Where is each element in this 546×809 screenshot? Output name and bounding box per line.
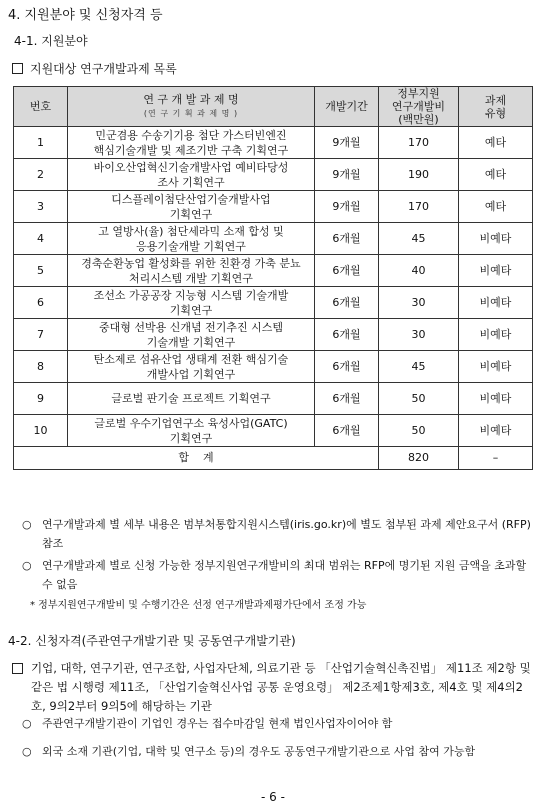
footnote: * 정부지원연구개발비 및 수행기간은 선정 연구개발과제평가단에서 조정 가능 bbox=[30, 600, 367, 611]
eligibility-bullet-1 bbox=[22, 715, 392, 731]
cell-type: 비예타 bbox=[459, 351, 533, 383]
cell-no: 4 bbox=[14, 223, 68, 255]
page-number: - 6 - bbox=[261, 790, 285, 804]
note-item bbox=[22, 556, 538, 594]
cell-type: 비예타 bbox=[459, 319, 533, 351]
cell-no: 10 bbox=[14, 415, 68, 447]
eligibility-paragraph bbox=[12, 659, 536, 716]
cell-name: 탄소제로 섬유산업 생태계 전환 핵심기술 개발사업 기획연구 bbox=[68, 351, 315, 383]
cell-budget: 45 bbox=[379, 351, 459, 383]
cell-no: 7 bbox=[14, 319, 68, 351]
table-row bbox=[14, 351, 533, 383]
eligibility-bullet-2 bbox=[22, 743, 475, 759]
note-item bbox=[22, 515, 538, 553]
cell-budget: 50 bbox=[379, 383, 459, 415]
cell-name: 경축순환농업 활성화를 위한 친환경 가축 분뇨 처리시스템 개발 기획연구 bbox=[68, 255, 315, 287]
square-bullet-icon bbox=[12, 663, 23, 674]
table-row bbox=[14, 255, 533, 287]
square-bullet-icon bbox=[12, 63, 23, 74]
circle-bullet-icon: ○ bbox=[22, 559, 32, 572]
eligibility-text: 기업, 대학, 연구기관, 연구조합, 사업자단체, 의료기관 등 「산업기술혁신촉진법」 제11조 제2항 및 같은 법 시행령 제11조, 「산업기술혁신사업 공통 운영요령」 제2조제1항제3호, 제4호 및 제4의2호, 9의2부터 9의5에 해당하는 기관 bbox=[31, 661, 531, 713]
circle-bullet-icon: ○ bbox=[22, 745, 32, 758]
section-title: 4. 지원분야 및 신청자격 등 bbox=[8, 8, 163, 23]
cell-type: 비예타 bbox=[459, 223, 533, 255]
list-heading-text: 지원대상 연구개발과제 목록 bbox=[30, 62, 177, 76]
total-type: – bbox=[459, 447, 533, 470]
cell-budget: 30 bbox=[379, 287, 459, 319]
cell-no: 3 bbox=[14, 191, 68, 223]
table-row bbox=[14, 383, 533, 415]
cell-no: 9 bbox=[14, 383, 68, 415]
table-row bbox=[14, 159, 533, 191]
cell-name: 중대형 선박용 신개념 전기추진 시스템 기술개발 기획연구 bbox=[68, 319, 315, 351]
subsection-title: 4-1. 지원분야 bbox=[14, 34, 88, 48]
cell-type: 비예타 bbox=[459, 287, 533, 319]
notes bbox=[22, 515, 538, 615]
cell-name: 글로벌 판기술 프로젝트 기획연구 bbox=[68, 383, 315, 415]
note-text: 연구개발과제 별로 신청 가능한 정부지원연구개발비의 최대 범위는 RFP에 명기된 지원 금액을 초과할 수 없음 bbox=[42, 559, 527, 591]
cell-budget: 40 bbox=[379, 255, 459, 287]
table-row bbox=[14, 127, 533, 159]
header-budget: 정부지원 연구개발비 (백만원) bbox=[379, 87, 459, 127]
header-name-sub: (연 구 기 획 과 제 명 ) bbox=[143, 108, 239, 118]
cell-no: 1 bbox=[14, 127, 68, 159]
cell-period: 6개월 bbox=[315, 223, 379, 255]
cell-period: 6개월 bbox=[315, 383, 379, 415]
header-name-main: 연 구 개 발 과 제 명 bbox=[143, 92, 239, 106]
bullet-text: 주관연구개발기관이 기업인 경우는 접수마감일 현재 법인사업자이어야 함 bbox=[42, 717, 393, 730]
cell-name: 바이오산업혁신기술개발사업 예비타당성 조사 기획연구 bbox=[68, 159, 315, 191]
table-row bbox=[14, 287, 533, 319]
cell-period: 9개월 bbox=[315, 191, 379, 223]
cell-name: 조선소 가공공장 지능형 시스템 기술개발 기획연구 bbox=[68, 287, 315, 319]
cell-type: 예타 bbox=[459, 191, 533, 223]
cell-type: 비예타 bbox=[459, 255, 533, 287]
cell-name: 디스플레이첨단산업기술개발사업 기획연구 bbox=[68, 191, 315, 223]
cell-type: 예타 bbox=[459, 127, 533, 159]
note-text: 연구개발과제 별 세부 내용은 범부처통합지원시스템(iris.go.kr)에 별도 첨부된 과제 제안요구서 (RFP) 참조 bbox=[42, 518, 531, 550]
table-header-row bbox=[14, 87, 533, 127]
total-label: 합 계 bbox=[14, 447, 379, 470]
cell-budget: 190 bbox=[379, 159, 459, 191]
cell-period: 6개월 bbox=[315, 415, 379, 447]
table-row bbox=[14, 415, 533, 447]
list-heading bbox=[12, 60, 177, 77]
cell-budget: 170 bbox=[379, 191, 459, 223]
section-42-title: 4-2. 신청자격(주관연구개발기관 및 공동연구개발기관) bbox=[8, 634, 296, 648]
header-type: 과제 유형 bbox=[459, 87, 533, 127]
cell-no: 8 bbox=[14, 351, 68, 383]
cell-type: 비예타 bbox=[459, 383, 533, 415]
table-total-row bbox=[14, 447, 533, 470]
circle-bullet-icon: ○ bbox=[22, 717, 32, 730]
table-row bbox=[14, 319, 533, 351]
cell-no: 5 bbox=[14, 255, 68, 287]
project-table bbox=[13, 86, 533, 470]
cell-period: 6개월 bbox=[315, 319, 379, 351]
cell-name: 글로벌 우수기업연구소 육성사업(GATC) 기획연구 bbox=[68, 415, 315, 447]
table-row bbox=[14, 223, 533, 255]
cell-period: 6개월 bbox=[315, 351, 379, 383]
header-period: 개발기간 bbox=[315, 87, 379, 127]
cell-type: 예타 bbox=[459, 159, 533, 191]
table-row bbox=[14, 191, 533, 223]
cell-period: 9개월 bbox=[315, 159, 379, 191]
cell-budget: 50 bbox=[379, 415, 459, 447]
total-budget: 820 bbox=[379, 447, 459, 470]
cell-period: 6개월 bbox=[315, 255, 379, 287]
cell-type: 비예타 bbox=[459, 415, 533, 447]
header-no: 번호 bbox=[14, 87, 68, 127]
header-name bbox=[68, 87, 315, 127]
cell-no: 2 bbox=[14, 159, 68, 191]
bullet-text: 외국 소재 기관(기업, 대학 및 연구소 등)의 경우도 공동연구개발기관으로 사업 참여 가능함 bbox=[42, 745, 476, 758]
cell-period: 6개월 bbox=[315, 287, 379, 319]
cell-period: 9개월 bbox=[315, 127, 379, 159]
cell-no: 6 bbox=[14, 287, 68, 319]
cell-budget: 30 bbox=[379, 319, 459, 351]
cell-name: 고 열방사(율) 첨단세라믹 소재 합성 및 응용기술개발 기획연구 bbox=[68, 223, 315, 255]
circle-bullet-icon: ○ bbox=[22, 518, 32, 531]
cell-name: 민군겸용 수송기기용 첨단 가스터빈엔진 핵심기술개발 및 제조기반 구축 기획연구 bbox=[68, 127, 315, 159]
cell-budget: 45 bbox=[379, 223, 459, 255]
cell-budget: 170 bbox=[379, 127, 459, 159]
